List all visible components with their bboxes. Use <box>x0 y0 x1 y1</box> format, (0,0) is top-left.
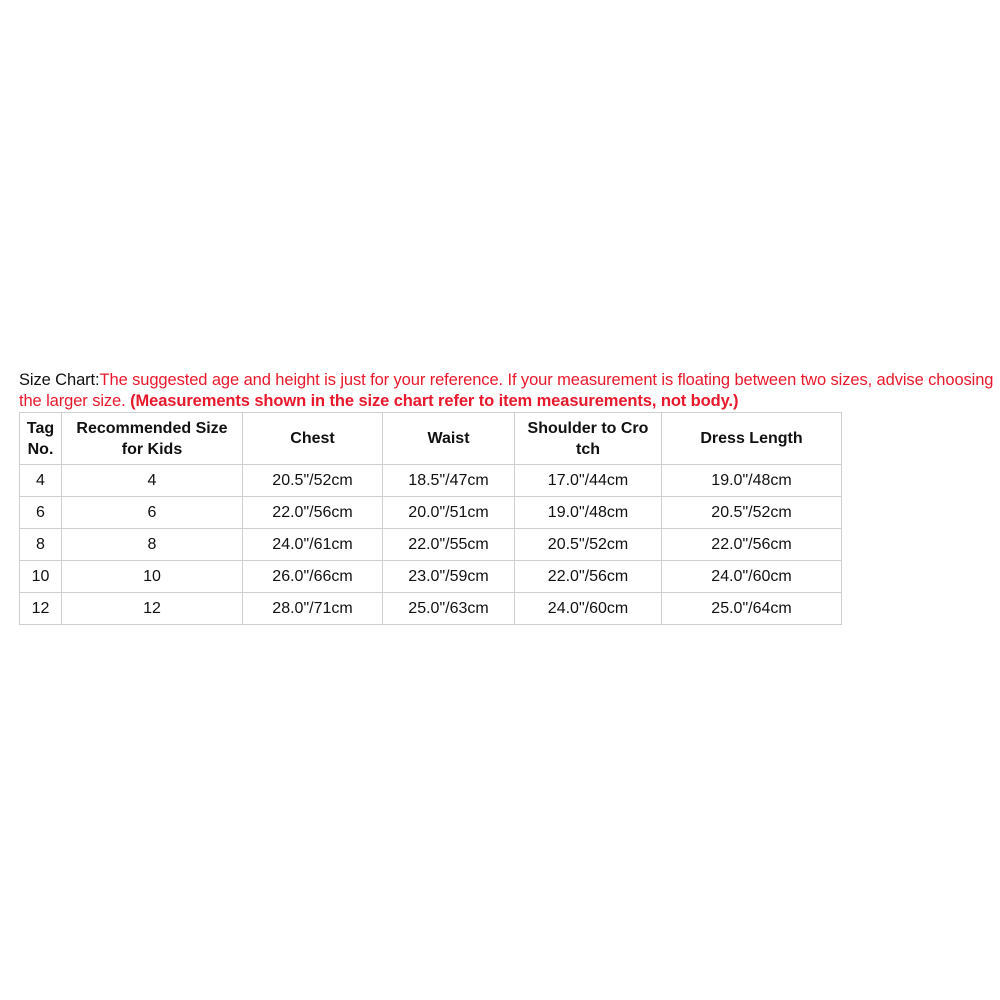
header-recommended-size: Recommended Size for Kids <box>62 413 243 465</box>
header-dress-length: Dress Length <box>662 413 842 465</box>
header-waist: Waist <box>383 413 515 465</box>
cell-waist: 22.0"/55cm <box>383 529 515 561</box>
cell-dress-length: 24.0"/60cm <box>662 561 842 593</box>
cell-tag-no: 12 <box>20 593 62 625</box>
cell-shoulder-to-crotch: 24.0"/60cm <box>515 593 662 625</box>
table-row <box>20 529 842 561</box>
cell-dress-length: 25.0"/64cm <box>662 593 842 625</box>
cell-waist: 18.5"/47cm <box>383 465 515 497</box>
cell-chest: 28.0"/71cm <box>243 593 383 625</box>
table-header-row <box>20 413 842 465</box>
cell-waist: 23.0"/59cm <box>383 561 515 593</box>
cell-chest: 26.0"/66cm <box>243 561 383 593</box>
cell-chest: 20.5"/52cm <box>243 465 383 497</box>
size-advice-note: The suggested age and height is just for your reference. If your measurement is floating between two sizes, advise choosing the larger size. <box>19 371 994 410</box>
cell-tag-no: 8 <box>20 529 62 561</box>
cell-tag-no: 6 <box>20 497 62 529</box>
cell-recommended-size: 8 <box>62 529 243 561</box>
header-tag-no: Tag No. <box>20 413 62 465</box>
size-chart-table <box>19 412 842 625</box>
size-chart-intro <box>19 370 999 411</box>
cell-waist: 20.0"/51cm <box>383 497 515 529</box>
cell-shoulder-to-crotch: 19.0"/48cm <box>515 497 662 529</box>
cell-dress-length: 19.0"/48cm <box>662 465 842 497</box>
header-shoulder-to-crotch: Shoulder to Cro tch <box>515 413 662 465</box>
cell-dress-length: 22.0"/56cm <box>662 529 842 561</box>
cell-recommended-size: 12 <box>62 593 243 625</box>
table-row <box>20 593 842 625</box>
table-row <box>20 465 842 497</box>
cell-tag-no: 4 <box>20 465 62 497</box>
table-row <box>20 497 842 529</box>
cell-shoulder-to-crotch: 22.0"/56cm <box>515 561 662 593</box>
header-chest: Chest <box>243 413 383 465</box>
cell-chest: 22.0"/56cm <box>243 497 383 529</box>
cell-waist: 25.0"/63cm <box>383 593 515 625</box>
cell-shoulder-to-crotch: 20.5"/52cm <box>515 529 662 561</box>
cell-dress-length: 20.5"/52cm <box>662 497 842 529</box>
size-chart-label: Size Chart: <box>19 371 100 389</box>
cell-recommended-size: 10 <box>62 561 243 593</box>
cell-tag-no: 10 <box>20 561 62 593</box>
cell-chest: 24.0"/61cm <box>243 529 383 561</box>
measurement-disclaimer: (Measurements shown in the size chart refer to item measurements, not body.) <box>130 391 739 410</box>
cell-shoulder-to-crotch: 17.0"/44cm <box>515 465 662 497</box>
table-row <box>20 561 842 593</box>
cell-recommended-size: 6 <box>62 497 243 529</box>
cell-recommended-size: 4 <box>62 465 243 497</box>
